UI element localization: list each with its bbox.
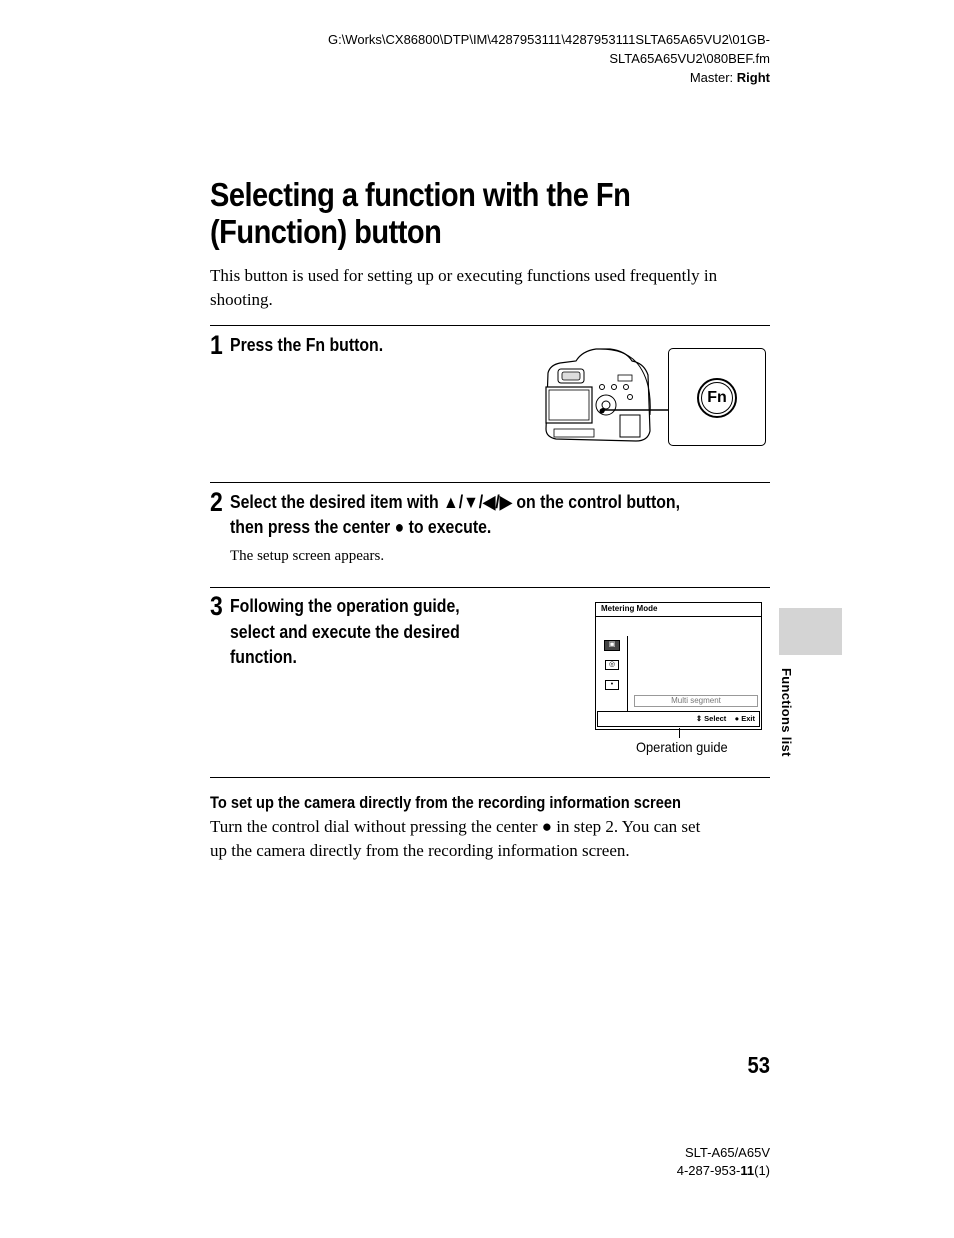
master-line — [328, 68, 770, 87]
master-value: Right — [736, 70, 770, 85]
divider — [210, 325, 770, 326]
step-3-text-line3: function. — [230, 647, 297, 667]
step-1-number: 1 — [210, 330, 223, 360]
body-line1: Turn the control dial without pressing the center ● in step 2. You can set — [210, 817, 701, 836]
step-1-text: Press the Fn button. — [230, 335, 384, 355]
page-title — [210, 176, 703, 250]
step-3-text-line1: Following the operation guide, — [230, 596, 460, 616]
footer-code — [677, 1162, 770, 1180]
file-path-line1: G:\Works\CX86800\DTP\IM\4287953111\4287953111SLTA65A65VU2\01GB- — [327, 32, 770, 47]
page-number: 53 — [747, 1052, 770, 1078]
operation-guide-bar — [597, 711, 760, 727]
fn-button-icon: Fn — [697, 378, 737, 418]
spot-icon: • — [605, 680, 619, 690]
footer — [677, 1144, 770, 1180]
multi-segment-icon: ▣ — [604, 640, 620, 651]
divider — [210, 482, 770, 483]
guide-exit: ● Exit — [734, 714, 755, 723]
body-line2: up the camera directly from the recording information screen. — [210, 841, 630, 860]
center-weighted-icon: ◎ — [605, 660, 619, 670]
subsection-heading: To set up the camera directly from the recording information screen — [210, 793, 681, 812]
callout-line — [600, 405, 670, 415]
file-path-header — [328, 30, 770, 87]
title-line1: Selecting a function with the Fn — [210, 176, 631, 213]
guide-select: ⇕ Select — [695, 714, 727, 723]
camera-back-illustration — [540, 345, 660, 445]
step-2-note: The setup screen appears. — [230, 548, 385, 564]
intro-paragraph — [210, 264, 770, 311]
footer-model: SLT-A65/A65V — [684, 1145, 770, 1160]
divider — [210, 587, 770, 588]
title-line2: (Function) button — [210, 213, 442, 250]
screen-title: Metering Mode — [601, 604, 658, 613]
master-label: Master: — [689, 70, 734, 85]
operation-guide-caption: Operation guide — [636, 739, 728, 755]
caption-leader-line — [679, 728, 680, 738]
section-tab — [779, 608, 842, 655]
step-2-text-line2: then press the center ● to execute. — [230, 517, 492, 537]
step-2-number: 2 — [210, 487, 223, 517]
intro-line2: shooting. — [210, 289, 273, 309]
step-2-text-line1: Select the desired item with ▲/▼/◀/▶ on the control button, — [230, 492, 680, 512]
file-path-line2: SLTA65A65VU2\080BEF.fm — [609, 51, 770, 66]
footer-code-suffix: (1) — [754, 1163, 770, 1178]
footer-code-prefix: 4-287-953- — [676, 1163, 741, 1178]
step-3-number: 3 — [210, 591, 223, 621]
step-3-text-line2: select and execute the desired — [230, 622, 460, 642]
subsection-body — [210, 815, 770, 863]
intro-line1: This button is used for setting up or executing functions used frequently in — [210, 266, 718, 285]
footer-code-bold: 11 — [740, 1163, 755, 1178]
screen-divider — [596, 616, 761, 617]
selected-mode-label: Multi segment — [634, 695, 758, 707]
divider — [210, 777, 770, 778]
section-tab-label: Functions list — [779, 668, 794, 757]
